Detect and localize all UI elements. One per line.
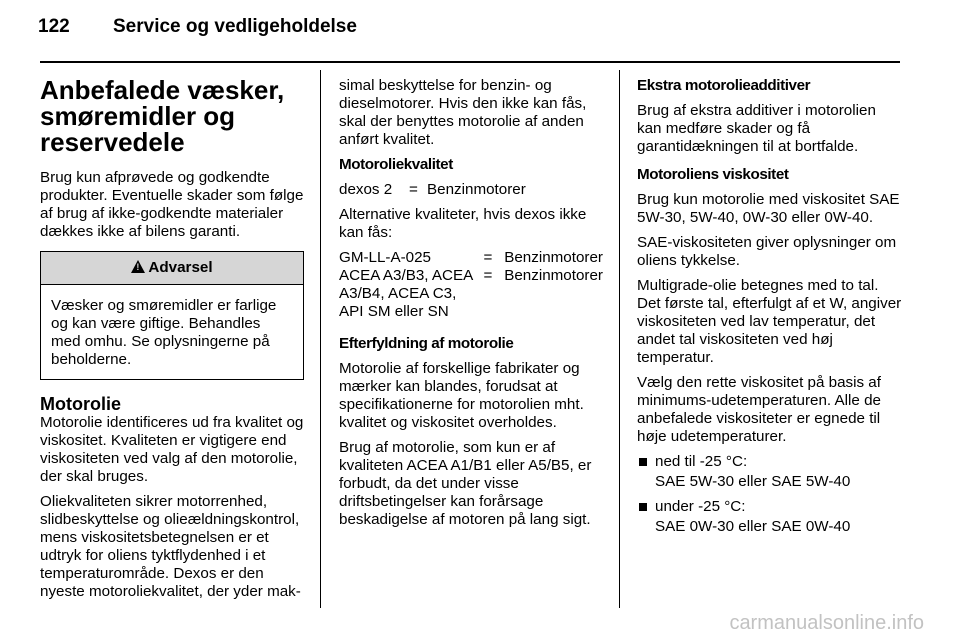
alt-equals: = (483, 267, 493, 284)
column-divider-1 (320, 70, 321, 608)
refill-paragraph-2: Brug af motorolie, som kun er af kvaliteten ACEA A1/B1 eller A5/B5, er forbudt, da det under visse driftsbetingelser kan forårsage beskadigelse af motoren på lang sigt. (339, 439, 592, 528)
oil-quality-heading: Motoroliekvalitet (339, 156, 453, 173)
alt-key: ACEA A3/B3, ACEA A3/B4, ACEA C3, API SM eller SN (339, 267, 473, 320)
warning-box (40, 251, 304, 380)
viscosity-paragraph: Brug kun motorolie med viskositet SAE 5W-30, 5W-40, 0W-30 eller 0W-40. (637, 191, 900, 226)
dexos-value: Benzinmotorer (427, 181, 526, 198)
alternative-table (339, 249, 603, 321)
table-row (339, 249, 603, 267)
page-header (38, 16, 357, 38)
sae-paragraph: SAE-viskositeten giver oplysninger om oliens tykkelse. (637, 234, 897, 269)
bullet-value: SAE 0W-30 eller SAE 0W-40 (655, 518, 851, 535)
continued-paragraph: simal beskyttelse for benzin- og dieselmotorer. Hvis den ikke kan fås, skal der benyttes motorolie af anden anført kvalitet. (339, 77, 587, 148)
viscosity-heading: Motoroliens viskositet (637, 166, 789, 183)
bullet-square-icon (639, 458, 647, 466)
alt-value: Benzinmotorer (504, 249, 603, 266)
watermark: carmanualsonline.info (729, 612, 924, 634)
list-item (637, 453, 903, 471)
multigrade-paragraph: Multigrade-olie betegnes med to tal. Det første tal, efterfulgt af et W, angiver viskositeten ved lav temperatur, det andet tal viskositeten ved høj temperatur. (637, 277, 902, 366)
column-3 (637, 77, 903, 543)
bullet-label: under -25 °C: (655, 498, 746, 515)
warning-triangle-icon (131, 260, 145, 273)
bullet-label: ned til -25 °C: (655, 453, 748, 470)
page-title: Anbefalede væsker, smøremidler og reservedele (40, 75, 285, 157)
motor-oil-paragraph-2: Oliekvaliteten sikrer motorrenhed, slidbeskyttelse og olieældningskontrol, mens viskositetsbetegnelsen er et udtryk for oliens tyktflydenhed i et temperaturområde. Dexos er den nyeste motoroliekvalitet, der yder mak- (40, 493, 301, 600)
list-item (637, 498, 903, 516)
dexos-equals: = (409, 181, 418, 198)
alt-equals: = (483, 249, 493, 266)
column-divider-2 (619, 70, 620, 608)
motor-oil-paragraph-1: Motorolie identificeres ud fra kvalitet og viskositet. Kvaliteten er vigtigere end viskositeten ved valg af den motorolie, der skal bruges. (40, 414, 304, 485)
dexos-key: dexos 2 (339, 181, 393, 198)
bullet-square-icon (639, 503, 647, 511)
intro-paragraph: Brug kun afprøvede og godkendte produkter. Eventuelle skader som følge af brug af ikke-godkendte materialer dækkes ikke af bilens garanti. (40, 169, 304, 240)
refill-heading: Efterfyldning af motorolie (339, 335, 514, 352)
warning-title: Advarsel (148, 259, 213, 276)
refill-paragraph-1: Motorolie af forskellige fabrikater og mærker kan blandes, forudsat at specifikationerne for motorolien mht. kvalitet og viskositet overholdes. (339, 360, 584, 431)
column-2 (339, 77, 603, 536)
alt-key: GM-LL-A-025 (339, 249, 432, 266)
dexos-table (339, 181, 526, 199)
page-number: 122 (38, 16, 70, 37)
additive-paragraph: Brug af ekstra additiver i motorolien kan medføre skader og få garantidækningen til at bortfalde. (637, 102, 876, 155)
table-row (339, 267, 603, 321)
motor-oil-heading: Motorolie (40, 394, 121, 414)
additive-heading: Ekstra motorolieadditiver (637, 77, 811, 94)
warning-text: Væsker og smøremidler er farlige og kan være giftige. Behandles med omhu. Se oplysningerne på beholderne. (51, 297, 277, 368)
choose-paragraph: Vælg den rette viskositet på basis af minimums-udetemperaturen. Alle de anbefalede viskositeter er egnede til høje udetemperaturer. (637, 374, 881, 445)
bullet-value: SAE 5W-30 eller SAE 5W-40 (655, 473, 851, 490)
alt-value: Benzinmotorer (504, 267, 603, 284)
column-1 (40, 77, 304, 608)
header-rule (40, 61, 900, 63)
section-title: Service og vedligeholdelse (113, 16, 357, 37)
alternative-text: Alternative kvaliteter, hvis dexos ikke kan fås: (339, 206, 587, 241)
warning-header (41, 252, 303, 285)
